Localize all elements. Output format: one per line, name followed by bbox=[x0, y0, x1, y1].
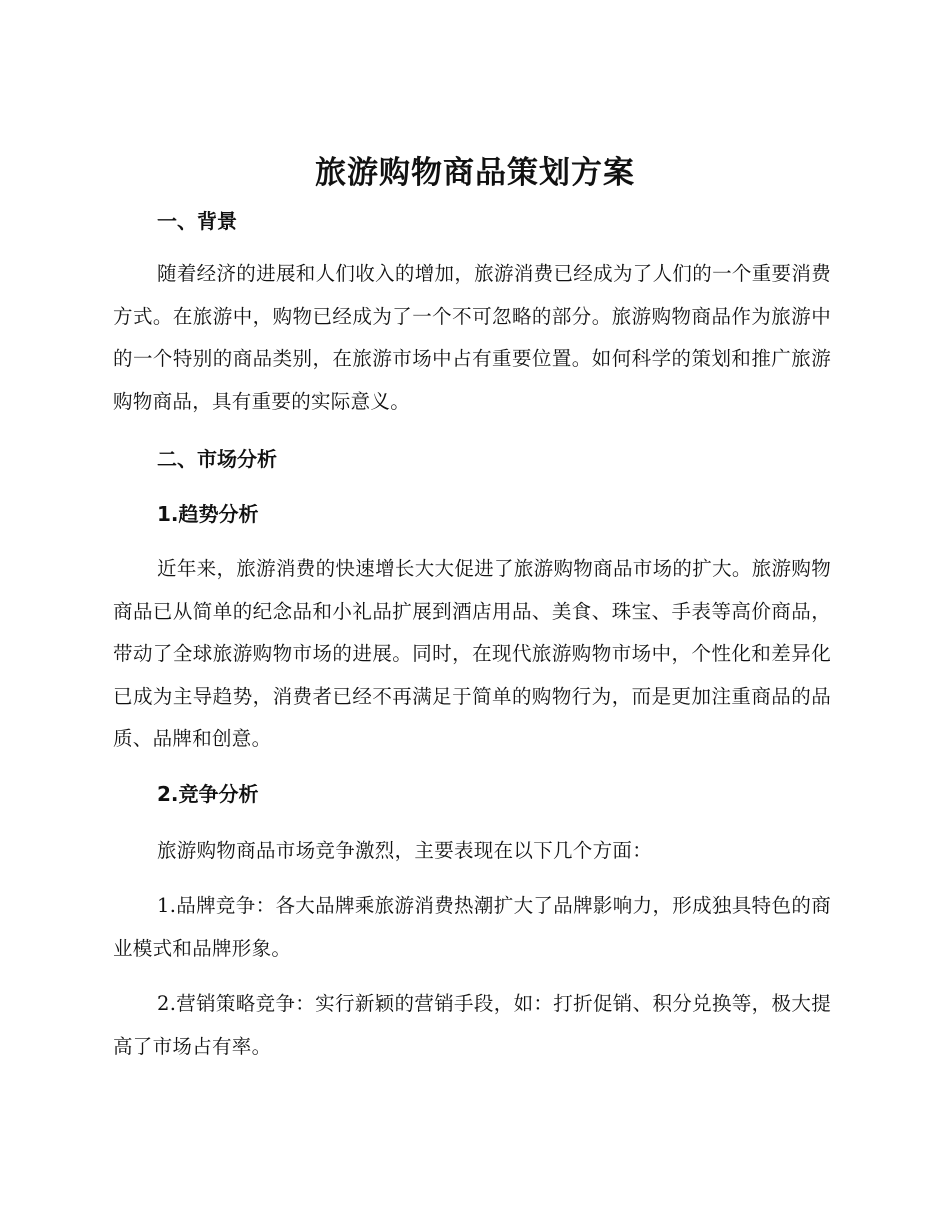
trend-paragraph: 近年来，旅游消费的快速增长大大促进了旅游购物商品市场的扩大。旅游购物商品已从简单的纪念品和小礼品扩展到酒店用品、美食、珠宝、手表等高价商品，带动了全球旅游购物市场的进展。同时，在现代旅游购物市场中，个性化和差异化已成为主导趋势，消费者已经不再满足于简单的购物行为，而是更加注重商品的品质、品牌和创意。 bbox=[113, 557, 831, 750]
competition-item-brand: 1.品牌竞争：各大品牌乘旅游消费热潮扩大了品牌影响力，形成独具特色的商业模式和品牌形象。 bbox=[113, 894, 831, 960]
document-title: 旅游购物商品策划方案 bbox=[315, 155, 635, 191]
section-heading-background: 一、背景 bbox=[157, 209, 237, 233]
competition-intro: 旅游购物商品市场竞争激烈，主要表现在以下几个方面： bbox=[157, 838, 653, 862]
background-paragraph: 随着经济的进展和人们收入的增加，旅游消费已经成为了人们的一个重要消费方式。在旅游中，购物已经成为了一个不可忽略的部分。旅游购物商品作为旅游中的一个特别的商品类别，在旅游市场中占有重要位置。如何科学的策划和推广旅游购物商品，具有重要的实际意义。 bbox=[113, 262, 831, 413]
section-heading-market-analysis: 二、市场分析 bbox=[157, 447, 277, 471]
competition-item-marketing: 2.营销策略竞争：实行新颖的营销手段，如：打折促销、积分兑换等，极大提高了市场占有率。 bbox=[113, 992, 831, 1058]
subheading-competition-analysis: 2.竞争分析 bbox=[157, 781, 259, 806]
subheading-trend-analysis: 1.趋势分析 bbox=[157, 502, 259, 526]
document-body bbox=[113, 200, 831, 1068]
